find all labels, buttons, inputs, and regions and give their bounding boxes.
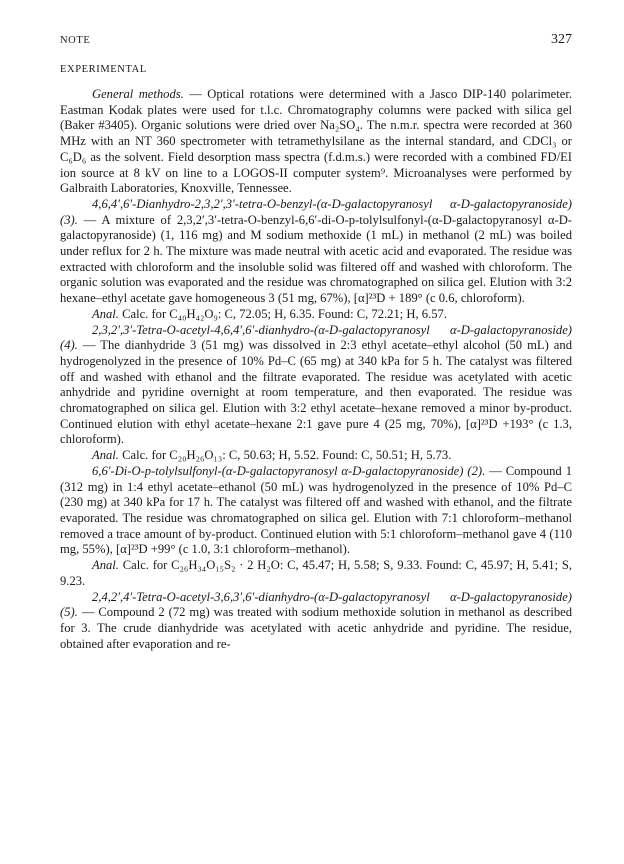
paragraph-compound-4 [60, 323, 572, 449]
page-header [60, 32, 572, 50]
section-heading: EXPERIMENTAL [60, 64, 147, 75]
paragraph-text: Calc. for C₄₀H₄₂O₉: C, 72.05; H, 6.35. Found: C, 72.21; H, 6.57. [118, 306, 447, 321]
paragraph-text: — The dianhydride 3 (51 mg) was dissolved in 2:3 ethyl acetate–ethyl alcohol (50 mL) and hydrogenolyzed in the presence of 10% Pd–C (65 mg) at 340 kPa for 5 h. The catalyst was filtered off and washed with ethanol and the filtrate evaporated. The residue was acetylated with acetic anhydride and pyridine overnight at room temperature, and then evaporated. The residue was chromatographed on silica gel. Elution with 3:2 ethyl acetate–hexane removed a minor by-product. Continued elution with ethyl acetate–hexane 2:1 gave pure 4 (25 mg, 70%), [α]²³D +193° (c 1.3, chloroform). [60, 338, 572, 447]
paragraph-compound-2 [60, 464, 572, 558]
paragraph-anal-2 [60, 558, 572, 589]
paragraph-anal-4 [60, 448, 572, 464]
paragraph-title: General methods. [92, 87, 184, 101]
paragraph-title: 4,6,4′,6′-Dianhydro-2,3,2′,3′-tetra-O-benzyl-(α-D-galactopyranosyl α-D-galactopyranoside) (3). [60, 196, 572, 227]
paragraph-title: Anal. [92, 448, 119, 463]
paragraph-text: — Compound 1 (312 mg) in 1:4 ethyl acetate–ethanol (50 mL) was hydrogenolyzed in the presence of 10% Pd–C (230 mg) at 340 kPa for 17 h. The catalyst was filtered off and washed with ethanol, and the filtrate evaporated. The residue was chromatographed on silica gel. Elution with 7:1 chloroform–methanol removed a trace amount of by-product. Continued elution with 5:1 chloroform–methanol gave 4 (110 mg, 55%), [α]²³D +99° (c 1.0, 3:1 chloroform–methanol). [60, 463, 572, 557]
running-head: NOTE [60, 35, 91, 46]
paragraph-general-methods [60, 87, 572, 197]
paragraph-text: Calc. for C₂₆H₃₄O₁₅S₂ · 2 H₂O: C, 45.47; H, 5.58; S, 9.33. Found: C, 45.97; H, 5.41; S, 9.23. [60, 558, 572, 588]
paragraph-title: 2,4,2′,4′-Tetra-O-acetyl-3,6,3′,6′-dianhydro-(α-D-galactopyranosyl α-D-galactopyranoside) (5). [60, 589, 572, 620]
paragraph-title: 6,6′-Di-O-p-tolylsulfonyl-(α-D-galactopyranosyl α-D-galactopyranoside) (2). [92, 463, 486, 478]
paragraph-compound-5 [60, 590, 572, 653]
paragraph-title: Anal. [92, 558, 119, 573]
paragraph-text: — Optical rotations were determined with a Jasco DIP-140 polarimeter. Eastman Kodak plates were used for t.l.c. Chromatography columns were packed with silica gel (Baker #3405). Organic solutions were dried over Na₂SO₄. The n.m.r. spectra were recorded at 360 MHz with an NT 360 spectrometer with tetramethylsilane as the internal standard, and CDCl₃ or C₆D₆ as the solvent. Field desorption mass spectra (f.d.m.s.) were recorded with a combined FD/EI ion source at 8 kV on line to a LOGOS-II computer system⁹. Microanalyses were performed by Galbraith Laboratories, Knoxville, Tennessee. [60, 87, 572, 196]
paragraph-title: 2,3,2′,3′-Tetra-O-acetyl-4,6,4′,6′-dianhydro-(α-D-galactopyranosyl α-D-galactopyranoside) (4). [60, 322, 572, 353]
paragraph-anal-3 [60, 307, 572, 323]
paragraph-text: — A mixture of 2,3,2′,3′-tetra-O-benzyl-6,6′-di-O-p-tolylsulfonyl-(α-D-galactopyranosyl α-D-galactopyranoside) (1, 116 mg) and M sodium methoxide (1 mL) in methanol (2 mL) was boiled under reflux for 2 h. The mixture was made neutral with acetic acid and evaporated. The residue was extracted with chloroform and the insoluble solid was filtered off and washed with chloroform. The organic solution was evaporated and the residue was chromatographed on silica gel. Elution with 3:2 hexane–ethyl acetate gave homogeneous 3 (51 mg, 67%), [α]²³D + 189° (c 0.6, chloroform). [60, 212, 572, 306]
paragraph-compound-3 [60, 197, 572, 307]
paragraph-title: Anal. [92, 306, 119, 321]
paragraph-text: — Compound 2 (72 mg) was treated with sodium methoxide solution in methanol as described for 3. The crude dianhydride was acetylated with acetic anhydride and pyridine. The residue, obtained after evaporation and re- [60, 605, 572, 651]
page-number: 327 [551, 32, 572, 47]
paragraph-text: Calc. for C₂₀H₂₆O₁₃: C, 50.63; H, 5.52. Found: C, 50.51; H, 5.73. [118, 448, 452, 463]
